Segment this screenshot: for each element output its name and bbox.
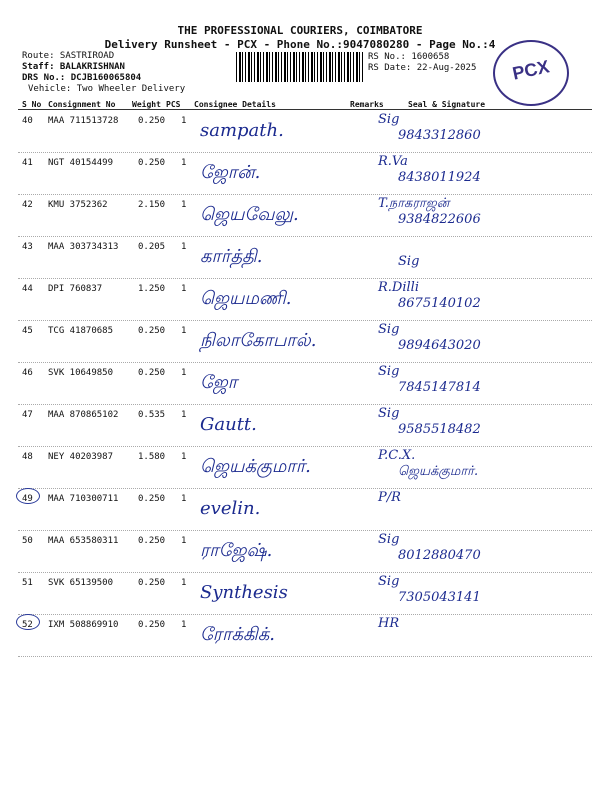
consignment-cell: DPI 760837	[48, 284, 103, 294]
pcs-cell: 1	[181, 242, 187, 252]
signature-line-1: T.நாகராஜன்	[378, 196, 450, 211]
signature-line-2: 8675140102	[398, 296, 481, 311]
pcs-cell: 1	[181, 536, 187, 546]
consignee-handwriting: ஜெயவேலு.	[200, 204, 299, 225]
weight-cell: 0.250	[138, 158, 166, 168]
consignment-cell: MAA 870865102	[48, 410, 119, 420]
weight-cell: 0.250	[138, 578, 166, 588]
sno-cell: 47	[22, 410, 33, 420]
row-divider	[18, 362, 592, 363]
signature-line-1: Sig	[378, 322, 400, 337]
sno-cell: 46	[22, 368, 33, 378]
sno-cell: 48	[22, 452, 33, 462]
table-row	[0, 280, 600, 320]
sno-cell: 40	[22, 116, 33, 126]
signature-line-1: Sig	[378, 406, 400, 421]
table-row	[0, 322, 600, 362]
col-pcs: PCS	[166, 100, 181, 109]
consignment-cell: MAA 303734313	[48, 242, 119, 252]
barcode	[236, 52, 364, 82]
pcx-stamp	[493, 40, 569, 106]
table-row	[0, 364, 600, 404]
col-consignee: Consignee Details	[194, 100, 276, 109]
staff-label: Staff: BALAKRISHNAN	[22, 62, 125, 72]
signature-line-2: Sig	[398, 254, 420, 269]
row-divider	[18, 194, 592, 195]
consignee-handwriting: evelin.	[200, 498, 261, 519]
signature-line-1: R.Va	[378, 154, 408, 169]
table-row	[0, 154, 600, 194]
stamp-text: PCX	[510, 56, 552, 84]
row-divider	[18, 404, 592, 405]
consignee-handwriting: ஜெயக்குமார்.	[200, 456, 311, 477]
circled-number-mark	[16, 488, 40, 504]
consignee-handwriting: நிலாகோபால்.	[200, 330, 317, 351]
sno-cell: 42	[22, 200, 33, 210]
table-row	[0, 196, 600, 236]
sno-cell: 44	[22, 284, 33, 294]
table-row	[0, 574, 600, 614]
signature-line-1: Sig	[378, 364, 400, 379]
sno-cell: 50	[22, 536, 33, 546]
pcs-cell: 1	[181, 284, 187, 294]
col-remarks: Remarks	[350, 100, 384, 109]
page-subtitle: Delivery Runsheet - PCX - Phone No.:9047080280 - Page No.:4	[104, 38, 496, 51]
weight-cell: 2.150	[138, 200, 166, 210]
signature-line-1: Sig	[378, 574, 400, 589]
consignment-cell: SVK 65139500	[48, 578, 114, 588]
signature-line-2: 9894643020	[398, 338, 481, 353]
weight-cell: 0.205	[138, 242, 166, 252]
page-title: THE PROFESSIONAL COURIERS, COIMBATORE	[177, 24, 423, 37]
signature-line-2: 7305043141	[398, 590, 481, 605]
route-label: Route: SASTRIROAD	[22, 51, 115, 61]
consignment-cell: IXM 508869910	[48, 620, 119, 630]
sno-cell: 45	[22, 326, 33, 336]
vehicle-label: Vehicle: Two Wheeler Delivery	[28, 84, 186, 94]
table-row	[0, 112, 600, 152]
weight-cell: 0.250	[138, 368, 166, 378]
signature-line-2: 8438011924	[398, 170, 481, 185]
consignee-handwriting: ஜோ	[200, 372, 238, 393]
consignment-cell: KMU 3752362	[48, 200, 108, 210]
row-divider	[18, 320, 592, 321]
consignment-cell: MAA 711513728	[48, 116, 119, 126]
drs-number: DRS No.: DCJB160065804	[22, 73, 142, 83]
signature-line-2: 9585518482	[398, 422, 481, 437]
signature-line-2: 8012880470	[398, 548, 481, 563]
weight-cell: 0.250	[138, 116, 166, 126]
circled-number-mark	[16, 614, 40, 630]
pcs-cell: 1	[181, 578, 187, 588]
col-consignment: Consignment No	[48, 100, 116, 109]
consignment-cell: TCG 41870685	[48, 326, 114, 336]
weight-cell: 0.250	[138, 494, 166, 504]
table-row	[0, 490, 600, 530]
weight-cell: 0.535	[138, 410, 166, 420]
row-divider	[18, 656, 592, 657]
row-divider	[18, 278, 592, 279]
consignment-cell: MAA 710300711	[48, 494, 119, 504]
pcs-cell: 1	[181, 200, 187, 210]
sno-cell: 49	[22, 494, 33, 504]
col-weight: Weight	[132, 100, 161, 109]
col-seal: Seal & Signature	[408, 100, 486, 109]
table-row	[0, 532, 600, 572]
consignee-handwriting: sampath.	[200, 120, 284, 141]
consignment-cell: NGT 40154499	[48, 158, 114, 168]
sno-cell: 43	[22, 242, 33, 252]
weight-cell: 0.250	[138, 620, 166, 630]
pcs-cell: 1	[181, 326, 187, 336]
weight-cell: 1.250	[138, 284, 166, 294]
signature-line-1: HR	[378, 616, 400, 631]
signature-line-1: Sig	[378, 532, 400, 547]
consignee-handwriting: ரோக்கிக்.	[200, 624, 275, 645]
signature-line-1: R.Dilli	[378, 280, 419, 295]
consignment-cell: SVK 10649850	[48, 368, 114, 378]
signature-line-2: ஜெயக்குமார்.	[398, 464, 479, 479]
consignee-handwriting: கார்த்தி.	[200, 246, 263, 267]
sno-cell: 52	[22, 620, 33, 630]
sno-cell: 51	[22, 578, 33, 588]
signature-line-1: Sig	[378, 112, 400, 127]
pcs-cell: 1	[181, 158, 187, 168]
pcs-cell: 1	[181, 620, 187, 630]
consignee-handwriting: Synthesis	[200, 582, 288, 603]
pcs-cell: 1	[181, 452, 187, 462]
signature-line-2: 9843312860	[398, 128, 481, 143]
row-divider	[18, 152, 592, 153]
consignee-handwriting: ஜெயமணி.	[200, 288, 292, 309]
signature-line-1: P/R	[378, 490, 401, 505]
row-divider	[18, 446, 592, 447]
signature-line-2: 9384822606	[398, 212, 481, 227]
consignee-handwriting: Gautt.	[200, 414, 257, 435]
pcs-cell: 1	[181, 368, 187, 378]
rs-date: RS Date: 22-Aug-2025	[368, 63, 477, 73]
row-divider	[18, 236, 592, 237]
weight-cell: 0.250	[138, 536, 166, 546]
row-divider	[18, 488, 592, 489]
table-row	[0, 406, 600, 446]
table-row	[0, 448, 600, 488]
rs-number: RS No.: 1600658	[368, 52, 450, 62]
row-divider	[18, 614, 592, 615]
consignee-handwriting: ஜோன்.	[200, 162, 261, 183]
table-row	[0, 238, 600, 278]
consignment-cell: MAA 653580311	[48, 536, 119, 546]
weight-cell: 1.580	[138, 452, 166, 462]
col-sno: S No	[22, 100, 42, 109]
signature-line-1: P.C.X.	[378, 448, 416, 463]
pcs-cell: 1	[181, 410, 187, 420]
weight-cell: 0.250	[138, 326, 166, 336]
pcs-cell: 1	[181, 116, 187, 126]
table-row	[0, 616, 600, 656]
signature-line-2: 7845147814	[398, 380, 481, 395]
pcs-cell: 1	[181, 494, 187, 504]
row-divider	[18, 530, 592, 531]
header-rule	[18, 109, 592, 110]
row-divider	[18, 572, 592, 573]
consignee-handwriting: ராஜேஷ்.	[200, 540, 273, 561]
consignment-cell: NEY 40203987	[48, 452, 114, 462]
sno-cell: 41	[22, 158, 33, 168]
